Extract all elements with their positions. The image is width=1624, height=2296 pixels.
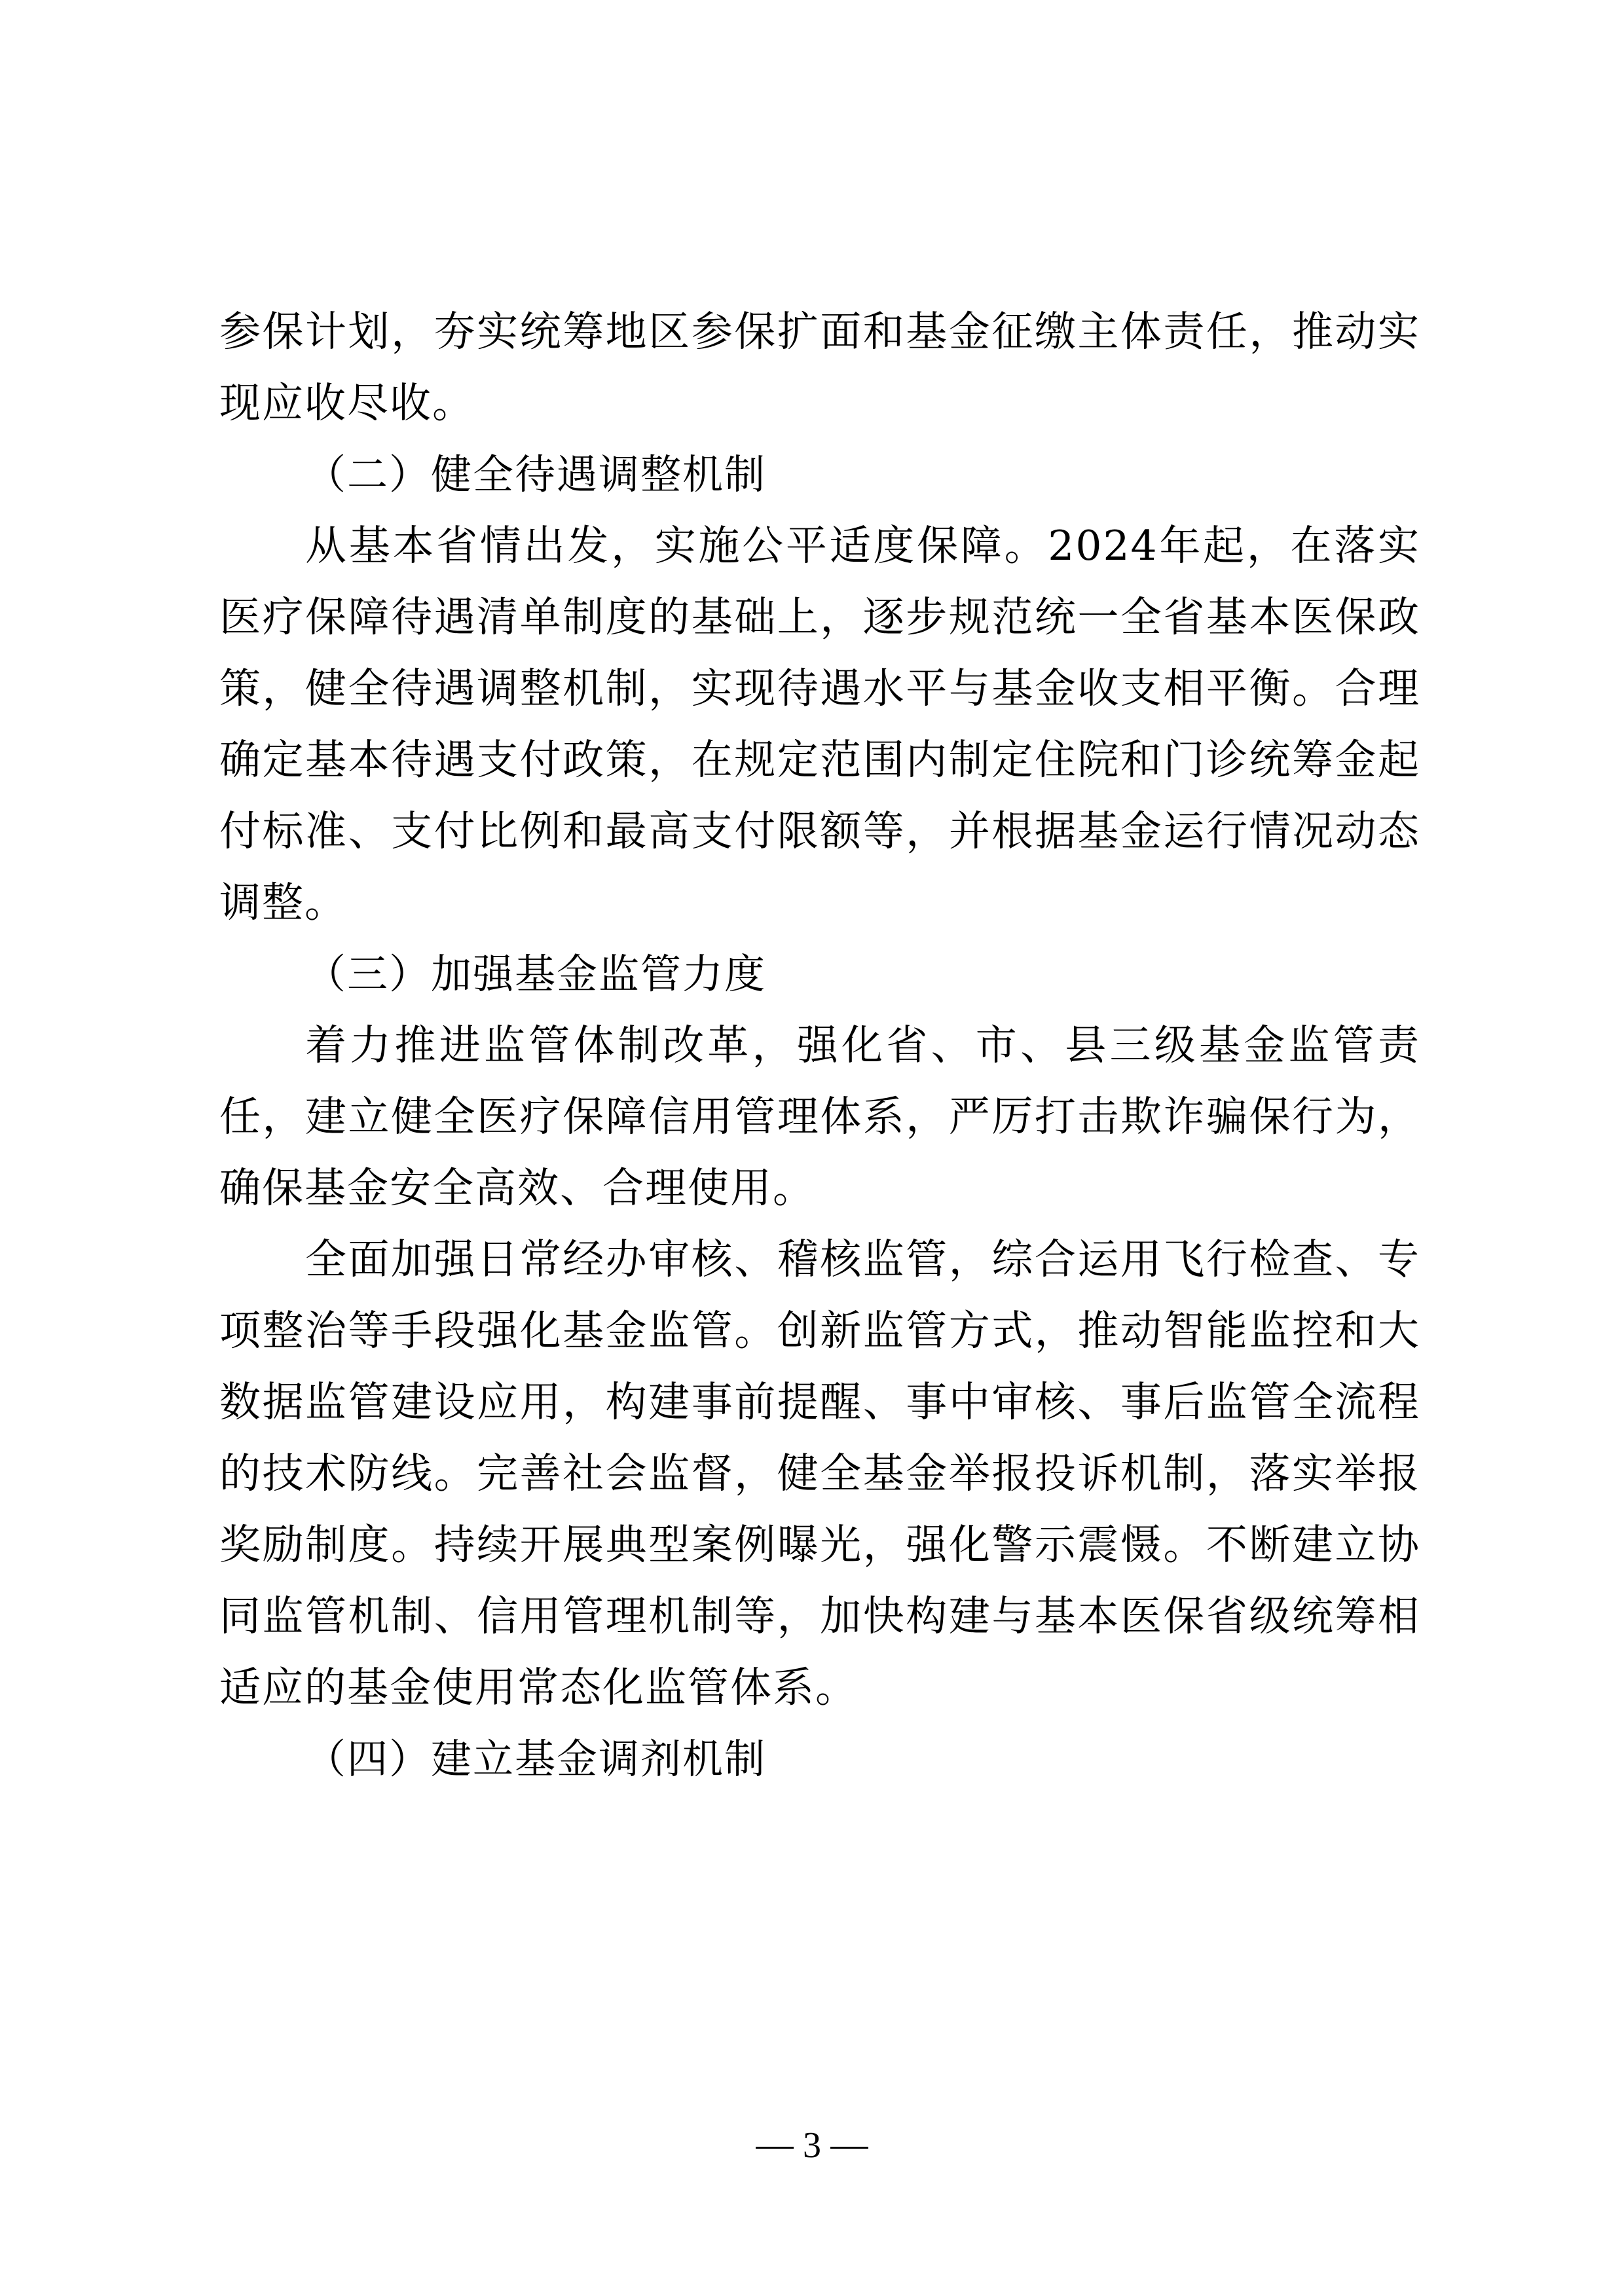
body-paragraph: 着力推进监管体制改革，强化省、市、县三级基金监管责任，建立健全医疗保障信用管理体系，严厉打击欺诈骗保行为，确保基金安全高效、合理使用。: [219, 1021, 1420, 1212]
continuation-paragraph: 参保计划，夯实统筹地区参保扩面和基金征缴主体责任，推动实现应收尽收。: [219, 308, 1420, 427]
section-heading-2: （二）健全待遇调整机制: [305, 450, 767, 498]
body-paragraph: 从基本省情出发，实施公平适度保障。2024年起，在落实医疗保障待遇清单制度的基础上，逐步规范统一全省基本医保政策，健全待遇调整机制，实现待遇水平与基金收支相平衡。合理确定基本待遇支付政策，在规定范围内制定住院和门诊统筹金起付标准、支付比例和最高支付限额等，并根据基金运行情况动态调整。: [219, 522, 1420, 926]
dash-right: [830, 2147, 868, 2149]
page-footer: [0, 2124, 1624, 2166]
section-heading-4: （四）建立基金调剂机制: [305, 1735, 767, 1783]
document-body: [219, 296, 1420, 1795]
page-number: 3: [803, 2125, 821, 2166]
section-heading-3: （三）加强基金监管力度: [305, 950, 767, 998]
body-paragraph: 全面加强日常经办审核、稽核监管，综合运用飞行检查、专项整治等手段强化基金监管。创新监管方式，推动智能监控和大数据监管建设应用，构建事前提醒、事中审核、事后监管全流程的技术防线。完善社会监督，健全基金举报投诉机制，落实举报奖励制度。持续开展典型案例曝光，强化警示震慑。不断建立协同监管机制、信用管理机制等，加快构建与基本医保省级统筹相适应的基金使用常态化监管体系。: [219, 1235, 1420, 1711]
dash-left: [756, 2147, 794, 2149]
